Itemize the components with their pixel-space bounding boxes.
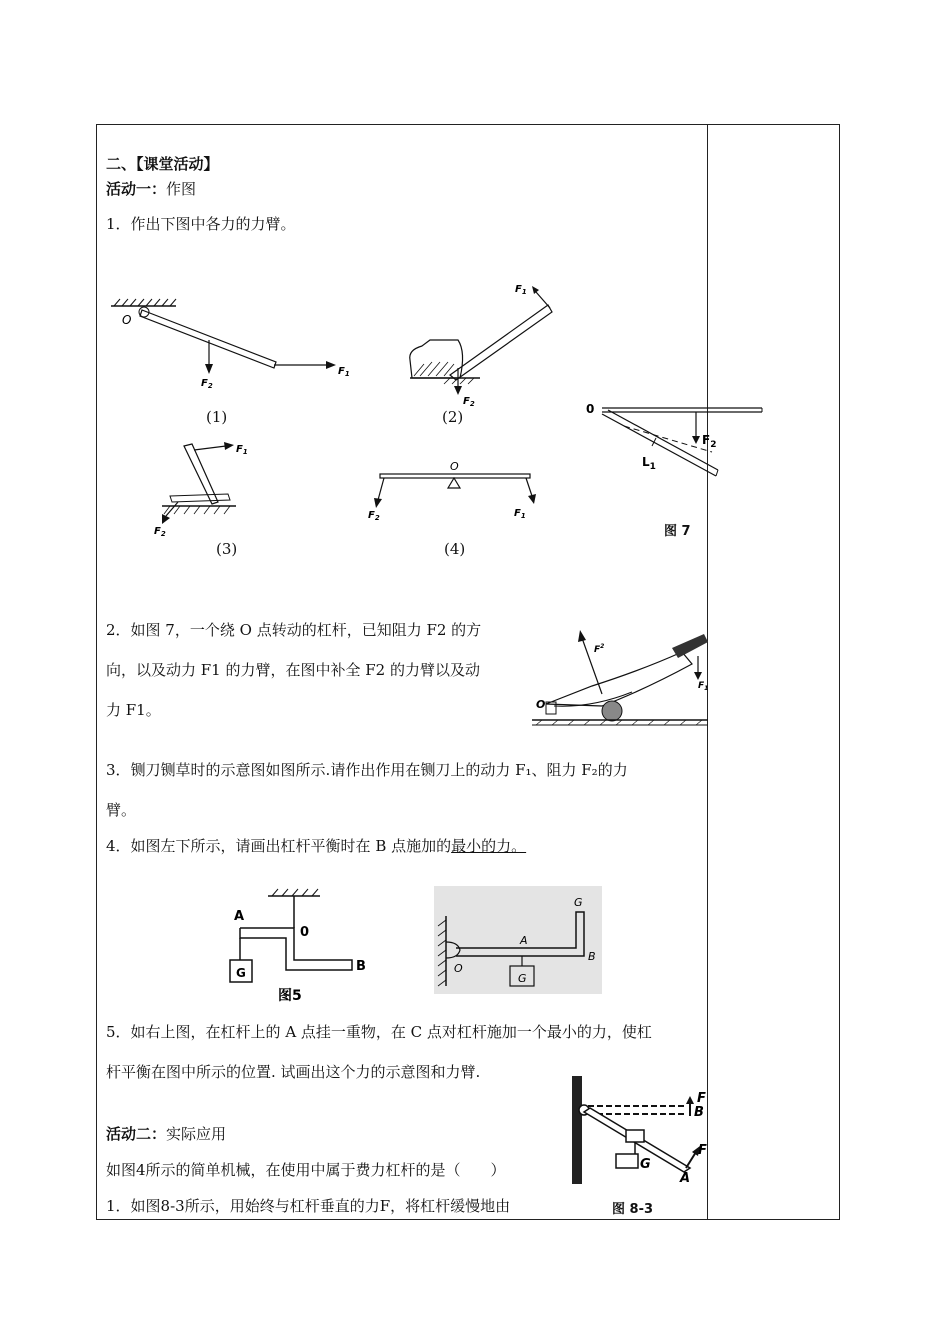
figc-label-g-top: G: [574, 896, 583, 909]
fig2-label-f1: F: [515, 284, 522, 295]
activity2-title: 实际应用: [166, 1125, 227, 1143]
chopper-label-f1: F: [698, 681, 705, 691]
fig83-label-g: G: [640, 1157, 651, 1172]
figure-7-caption: 图 7: [664, 524, 691, 539]
activity1-heading: [106, 179, 196, 199]
fig2-label-f1-sub: 1: [521, 288, 527, 296]
fig3-label-f2-sub: 2: [160, 530, 166, 538]
fig3-label-f2: F: [154, 526, 161, 537]
fig1-label-f2: F: [201, 378, 208, 389]
question-5-line-1: 5．如右上图，在杠杆上的 A 点挂一重物，在 C 点对杠杆施加一个最小的力，使杠: [106, 1023, 652, 1041]
question-4: [106, 836, 526, 856]
activity2-label: 活动二：: [106, 1125, 167, 1143]
fig1-label-o: O: [122, 313, 132, 327]
figc-label-b: B: [588, 950, 596, 963]
figure-8-3-lever: [560, 1076, 710, 1184]
fig2-label-f2-sub: 2: [469, 400, 475, 408]
figure-7-lever: [584, 400, 774, 490]
fig5-label-g: G: [236, 966, 246, 980]
figc-label-o: O: [454, 962, 463, 975]
figure-2-caption: (2): [442, 408, 464, 426]
question-3-line-1: 3．铡刀铡草时的示意图如图所示.请作出作用在铡刀上的动力 F₁、阻力 F₂的力: [106, 761, 628, 779]
figure-1-lever: [106, 298, 356, 398]
question-4-underlined: 最小的力。: [451, 837, 527, 855]
question-2-line-3: 力 F1。: [106, 701, 161, 719]
figure-3-lever: [150, 436, 260, 540]
svg-text:F1: [338, 366, 350, 378]
fig5-label-o: 0: [300, 925, 310, 940]
figure-4-caption: (4): [444, 540, 466, 558]
svg-text:F2: [463, 396, 475, 408]
question-3-line-2: 臂。: [106, 801, 137, 819]
question-5-line-2: 杆平衡在图中所示的位置. 试画出这个力的示意图和力臂.: [106, 1063, 481, 1081]
svg-text:F1: [698, 681, 708, 692]
chopper-figure: [532, 626, 708, 732]
fig7-label-o: 0: [586, 402, 595, 416]
svg-text:F1: [514, 508, 526, 520]
fig4-label-f2-sub: 2: [374, 514, 380, 522]
fig4-label-f1-sub: 1: [520, 512, 526, 520]
question-4-prefix: 4．如图左下所示，请画出杠杆平衡时在 B 点施加的: [106, 837, 452, 855]
fig1-label-f1-sub: 1: [344, 370, 350, 378]
chopper-label-f2-sub: 2: [600, 643, 605, 650]
chopper-label-f1-sub: 1: [704, 685, 708, 692]
fig83-label-f-top: F: [697, 1091, 706, 1106]
section-heading: 二、【课堂活动】: [106, 155, 219, 173]
svg-text:F2: [201, 378, 213, 390]
fig2-label-f2: F: [463, 396, 470, 407]
chopper-label-f2: F: [594, 645, 601, 655]
fig7-label-f2-sub: 2: [710, 440, 717, 450]
svg-text:F2: [594, 643, 604, 655]
fig4-label-f1: F: [514, 508, 521, 519]
question-1: 1．作出下图中各力的力臂。: [106, 215, 296, 233]
svg-text:F2: [702, 433, 716, 450]
fig4-label-o: O: [450, 460, 459, 473]
figure-2-lever: [400, 280, 575, 410]
svg-text:L1: [642, 455, 656, 472]
figure-8-3-caption: 图 8-3: [612, 1202, 654, 1217]
figure-4-lever: [364, 456, 544, 522]
figure-5-lever: [226, 888, 376, 1006]
svg-text:F2: [368, 510, 380, 522]
activity1-label: 活动一：: [106, 180, 167, 198]
figc-label-weight: G: [518, 972, 527, 985]
figure-1-caption: (1): [206, 408, 228, 426]
activity1-title: 作图: [166, 180, 197, 198]
chopper-label-o: O: [536, 698, 546, 711]
svg-text:F1: [515, 284, 527, 296]
fig1-label-f1: F: [338, 366, 345, 377]
question-2-line-1: 2．如图 7，一个绕 O 点转动的杠杆，已知阻力 F2 的方: [106, 621, 482, 639]
fig7-label-l1: L: [642, 455, 650, 469]
question-2-line-2: 向，以及动力 F1 的力臂，在图中补全 F2 的力臂以及动: [106, 661, 480, 679]
fig83-label-b: B: [694, 1105, 704, 1120]
fig7-label-l1-sub: 1: [649, 462, 656, 472]
fig5-label-b: B: [356, 959, 366, 974]
fig5-label-a: A: [234, 909, 245, 924]
svg-text:F1: [236, 444, 248, 456]
fig5-caption: 图5: [278, 988, 302, 1004]
fig1-label-f2-sub: 2: [207, 382, 213, 390]
question-7: 1．如图8-3所示，用始终与杠杆垂直的力F，将杠杆缓慢地由: [106, 1197, 511, 1215]
fig4-label-f2: F: [368, 510, 375, 521]
figure-3-caption: (3): [216, 540, 238, 558]
fig83-label-a: A: [680, 1171, 691, 1184]
figure-c-lever: [434, 886, 602, 994]
question-6: 如图4所示的简单机械，在使用中属于费力杠杆的是（ ）: [106, 1161, 506, 1179]
activity2-heading: [106, 1124, 226, 1144]
svg-text:F2: [154, 526, 166, 538]
fig83-label-f-bottom: F: [698, 1143, 707, 1158]
fig3-label-f1: F: [236, 444, 243, 455]
fig3-label-f1-sub: 1: [242, 448, 248, 456]
figc-label-a: A: [520, 934, 528, 947]
fig7-label-f2: F: [702, 433, 711, 447]
